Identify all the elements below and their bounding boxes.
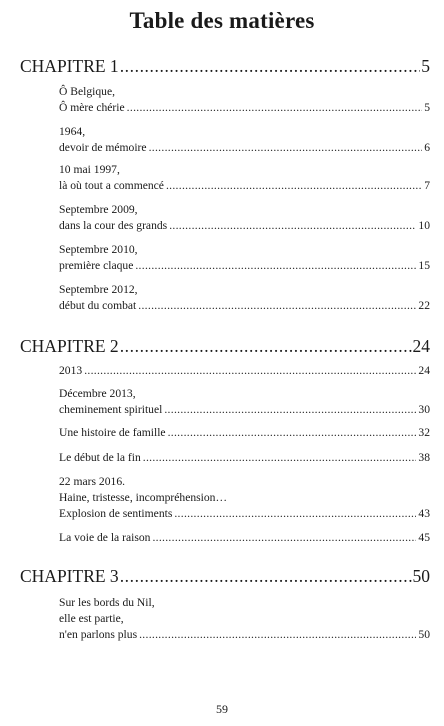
entry-line: Décembre 2013, [59, 387, 136, 400]
entry-page: 43 [418, 507, 430, 520]
entry-page: 6 [424, 141, 430, 154]
entry-title: cheminement spirituel [59, 403, 163, 416]
chapter-page: 5 [421, 56, 430, 76]
entry-page: 30 [418, 403, 430, 416]
entry-line: Haine, tristesse, incompréhension… [59, 491, 228, 504]
toc-entry [59, 386, 430, 418]
entry-title: Une histoire de famille [59, 426, 166, 439]
toc-entry [59, 363, 430, 379]
dot-leader [143, 450, 417, 466]
entry-page: 24 [418, 364, 430, 377]
toc-entry [59, 425, 430, 441]
entry-title: Ô mère chérie [59, 101, 125, 114]
entry-line: elle est partie, [59, 612, 124, 625]
chapter-label: CHAPITRE 3 [20, 566, 119, 586]
entry-page: 50 [418, 628, 430, 641]
toc-entry [59, 124, 430, 156]
dot-leader [139, 627, 416, 643]
entry-page: 45 [418, 531, 430, 544]
entry-line: Ô Belgique, [59, 85, 116, 98]
chapter-heading-3 [20, 566, 430, 587]
entry-line: Septembre 2010, [59, 243, 138, 256]
entry-line: Septembre 2012, [59, 283, 138, 296]
entry-page: 22 [418, 299, 430, 312]
entry-title: là où tout a commencé [59, 179, 164, 192]
entry-line: 10 mai 1997, [59, 163, 120, 176]
page-number: 59 [216, 702, 228, 716]
entry-page: 7 [424, 179, 430, 192]
entry-title: devoir de mémoire [59, 141, 147, 154]
entry-title: 2013 [59, 364, 83, 377]
chapter-page: 50 [412, 566, 430, 586]
entry-line: 22 mars 2016. [59, 475, 126, 488]
entry-title: n'en parlons plus [59, 628, 138, 641]
toc-entry [59, 595, 430, 643]
dot-leader [152, 530, 416, 546]
dot-leader [135, 258, 416, 274]
entry-title: Explosion de sentiments [59, 507, 173, 520]
entry-title: première claque [59, 259, 134, 272]
entry-title: La voie de la raison [59, 531, 151, 544]
entry-line: Sur les bords du Nil, [59, 596, 155, 609]
toc-entry [59, 530, 430, 546]
toc-entry [59, 162, 430, 194]
entry-line: 1964, [59, 125, 86, 138]
toc-entry [59, 202, 430, 234]
entry-line: Septembre 2009, [59, 203, 138, 216]
dot-leader [149, 140, 423, 156]
dot-leader [164, 402, 416, 418]
entry-title: Le début de la fin [59, 451, 141, 464]
entry-page: 15 [418, 259, 430, 272]
toc-entry [59, 474, 430, 522]
chapter-label: CHAPITRE 2 [20, 336, 119, 356]
entry-title: début du combat [59, 299, 137, 312]
chapter-heading-1 [20, 56, 430, 77]
chapter-heading-2 [20, 336, 430, 357]
dot-leader [120, 336, 412, 357]
entry-page: 10 [418, 219, 430, 232]
dot-leader [174, 506, 416, 522]
toc-entry [59, 282, 430, 314]
entry-title: dans la cour des grands [59, 219, 168, 232]
dot-leader [120, 566, 412, 587]
dot-leader [120, 56, 421, 77]
dot-leader [138, 298, 416, 314]
chapter-page: 24 [412, 336, 430, 356]
entry-page: 32 [418, 426, 430, 439]
toc-entry [59, 450, 430, 466]
page-title: Table des matières [129, 8, 315, 33]
toc-entry [59, 84, 430, 116]
entry-page: 5 [424, 101, 430, 114]
entry-page: 38 [418, 451, 430, 464]
dot-leader [84, 363, 416, 379]
dot-leader [169, 218, 416, 234]
toc-entry [59, 242, 430, 274]
dot-leader [166, 178, 422, 194]
dot-leader [168, 425, 417, 441]
chapter-label: CHAPITRE 1 [20, 56, 119, 76]
dot-leader [127, 100, 423, 116]
